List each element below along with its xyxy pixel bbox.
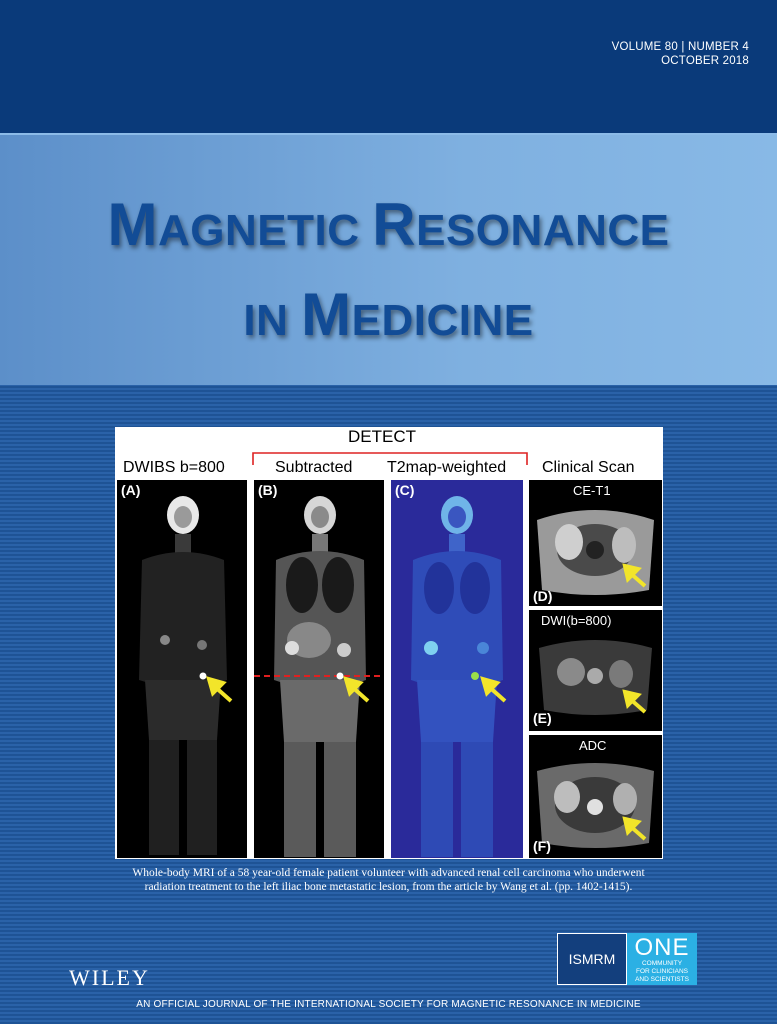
panel-label-c: (C) <box>395 482 415 498</box>
scan-title-e: DWI(b=800) <box>541 613 612 628</box>
issue-date: OCTOBER 2018 <box>661 55 749 67</box>
cover-figure <box>115 427 663 859</box>
mri-body-a <box>117 480 247 858</box>
panel-label-f: (F) <box>533 838 551 854</box>
journal-title-text1: MAGNETIC RESONANCE <box>107 191 670 258</box>
panel-label-d: (D) <box>533 588 553 604</box>
figure-caption <box>60 866 717 894</box>
arrow-icon <box>621 815 649 843</box>
caption-line2: radiation treatment to the left iliac bone metastatic lesion, from the article by Wang et al. (pp. 1402-1415). <box>144 881 633 893</box>
panel-e <box>529 610 662 731</box>
one-sub2: FOR CLINICIANS <box>635 968 688 975</box>
publisher-logo: WILEY <box>69 965 150 990</box>
volume-number: VOLUME 80 | NUMBER 4 <box>611 41 749 53</box>
panel-label-b: (B) <box>258 482 278 498</box>
detect-label: DETECT <box>348 427 416 446</box>
journal-title-line2 <box>0 280 777 349</box>
journal-title-line1 <box>0 190 777 259</box>
footer-tagline: AN OFFICIAL JOURNAL OF THE INTERNATIONAL SOCIETY FOR MAGNETIC RESONANCE IN MEDICINE <box>136 999 641 1010</box>
panel-c <box>391 480 523 858</box>
column-title-clinical: Clinical Scan <box>542 459 635 476</box>
panel-label-e: (E) <box>533 710 552 726</box>
society-logos <box>557 933 697 985</box>
ismrm-logo <box>557 933 627 985</box>
one-sub1: COMMUNITY <box>641 960 683 967</box>
arrow-icon <box>205 675 235 705</box>
scan-title-f: ADC <box>579 738 607 753</box>
mri-body-c <box>391 480 523 858</box>
panel-f <box>529 735 662 858</box>
column-title-a: DWIBS b=800 <box>123 459 225 476</box>
scan-title-d: CE-T1 <box>573 483 611 498</box>
arrow-icon <box>479 675 509 705</box>
arrow-icon <box>621 562 649 590</box>
panel-b <box>254 480 384 858</box>
caption-line1: Whole-body MRI of a 58 year-old female patient volunteer with advanced renal cell carcinoma who underwent <box>132 867 645 879</box>
journal-title-text2: IN MEDICINE <box>243 281 534 348</box>
panel-label-a: (A) <box>121 482 141 498</box>
one-text: ONE <box>634 934 690 961</box>
issue-info <box>612 40 749 68</box>
arrow-icon <box>621 688 649 716</box>
mri-body-b <box>254 480 384 858</box>
panel-a <box>117 480 247 858</box>
one-community-logo <box>627 933 697 985</box>
panel-d <box>529 480 662 606</box>
ismrm-text: ISMRM <box>568 951 616 967</box>
column-title-b: Subtracted <box>275 459 353 476</box>
one-sub3: AND SCIENTISTS <box>635 976 689 983</box>
column-title-c: T2map-weighted <box>387 459 507 476</box>
arrow-icon <box>342 675 372 705</box>
